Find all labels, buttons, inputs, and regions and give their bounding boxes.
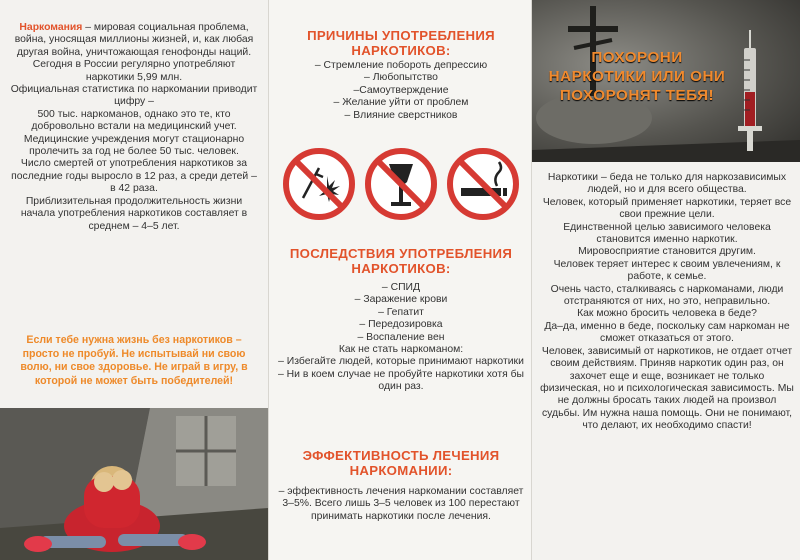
no-alcohol-sign-icon bbox=[365, 148, 437, 220]
stat-treatment-capacity: Медицинские учреждения могут стационарно пролечить за год не более 50 тыс. человек. bbox=[23, 133, 245, 158]
prohibition-signs-row bbox=[269, 148, 532, 220]
right-paragraph: Единственной целью зависимого человека становится именно наркотик. bbox=[563, 221, 771, 246]
effectiveness-title: ЭФФЕКТИВНОСТЬ ЛЕЧЕНИЯ НАРКОМАНИИ: bbox=[302, 448, 500, 478]
sad-girl-illustration-icon bbox=[0, 408, 268, 560]
poster-image bbox=[532, 0, 800, 162]
avoid-tip: – Избегайте людей, которые принимают наркотики bbox=[278, 356, 524, 368]
middle-panel bbox=[268, 0, 532, 560]
cause-item: –Самоутверждение bbox=[353, 84, 449, 96]
right-paragraph: Человек теряет интерес к своим увлечениям, к работе, к семье. bbox=[553, 258, 781, 283]
stat-registered: 500 тыс. наркоманов, однако это те, кто добровольно встали на медицинский учет. bbox=[31, 108, 237, 133]
cause-item: – Любопытство bbox=[364, 72, 438, 84]
right-paragraph: Очень часто, сталкиваясь с наркоманами, люди отстраняются от них, но это, неправильно. bbox=[550, 283, 784, 308]
sad-girl-photo bbox=[0, 408, 268, 560]
stat-official: Официальная статистика по наркомании приводит цифру – bbox=[10, 84, 258, 108]
no-smoking-sign-icon bbox=[447, 148, 519, 220]
right-paragraph: Человек, который применяет наркотики, теряет все свои прежние цели. bbox=[542, 196, 792, 221]
intro-paragraph bbox=[8, 22, 260, 59]
left-panel bbox=[0, 0, 268, 560]
right-text-block bbox=[540, 172, 794, 433]
cause-item: – Стремление побороть депрессию bbox=[314, 60, 488, 71]
consequence-item: – Заражение крови bbox=[354, 294, 448, 306]
consequence-item: – Гепатит bbox=[378, 306, 424, 318]
effectiveness-text: – эффективность лечения наркомании составляет 3–5%. Всего лишь 3–5 человек из 100 перестают принимать наркотики после лечения. bbox=[278, 486, 524, 522]
right-paragraph: Мировосприятие становится другим. bbox=[578, 246, 756, 258]
consequences-list bbox=[277, 282, 525, 394]
causes-title: ПРИЧИНЫ УПОТРЕБЛЕНИЯ НАРКОТИКОВ: bbox=[307, 28, 495, 58]
consequence-item: – Воспаление вен bbox=[357, 331, 445, 343]
stat-deaths: Число смертей от употребления наркотиков за последние годы выросло в 12 раз, а среди детей – в 42 раза. bbox=[11, 158, 257, 195]
right-paragraph: Человек, зависимый от наркотиков, не отдает отчет своим действиям. Приняв наркотик один раз, он захочет еще и еще, возникает не только физическая, но и психологическая зависимость. Мы не должны бросать таких людей на произвол судьбы. Им нужна наша помощь. Они не понимают, что делают, их необходимо спасти! bbox=[540, 345, 794, 432]
avoid-tip: – Ни в коем случае не пробуйте наркотики хотя бы один раз. bbox=[277, 368, 525, 393]
consequence-item: – СПИД bbox=[381, 282, 421, 293]
causes-list bbox=[277, 60, 525, 122]
intro-rest: – мировая социальная проблема, война, уносящая миллионы жизней, и, как любая другая война, уничтожающая генофонды наций. bbox=[14, 22, 254, 58]
avoid-heading: Как не стать наркоманом: bbox=[338, 344, 464, 356]
cause-item: – Желание уйти от проблем bbox=[333, 97, 469, 109]
right-paragraph: Наркотики – беда не только для наркозависимых людей, но и для всего общества. bbox=[547, 172, 787, 196]
consequence-item: – Передозировка bbox=[359, 319, 443, 331]
stat-users: Сегодня в России регулярно употребляют наркотики 5,99 млн. bbox=[32, 59, 236, 83]
right-panel bbox=[532, 0, 800, 560]
right-paragraph: Как можно бросить человека в беде? bbox=[577, 308, 757, 320]
call-to-action: Если тебе нужна жизнь без наркотиков – просто не пробуй. Не испытывай ни свою волю, ни свое здоровье. Не играй в игру, в которой не может быть победителей! bbox=[20, 334, 248, 387]
poster-slogan: ПОХОРОНИ НАРКОТИКИ ИЛИ ОНИ ПОХОРОНЯТ ТЕБЯ! bbox=[548, 49, 726, 104]
cause-item: – Влияние сверстников bbox=[344, 109, 458, 121]
stat-life-expectancy: Приблизительная продолжительность жизни начала употребления наркотиков составляет в среднем – 4–5 лет. bbox=[20, 195, 248, 232]
left-text-block bbox=[8, 22, 260, 233]
right-paragraph: Да–да, именно в беде, поскольку сам наркоман не сможет отказаться от этого. bbox=[544, 320, 790, 345]
consequences-title: ПОСЛЕДСТВИЯ УПОТРЕБЛЕНИЯ НАРКОТИКОВ: bbox=[289, 246, 513, 276]
intro-lead: Наркомания bbox=[19, 22, 83, 33]
no-drugs-sign-icon bbox=[283, 148, 355, 220]
